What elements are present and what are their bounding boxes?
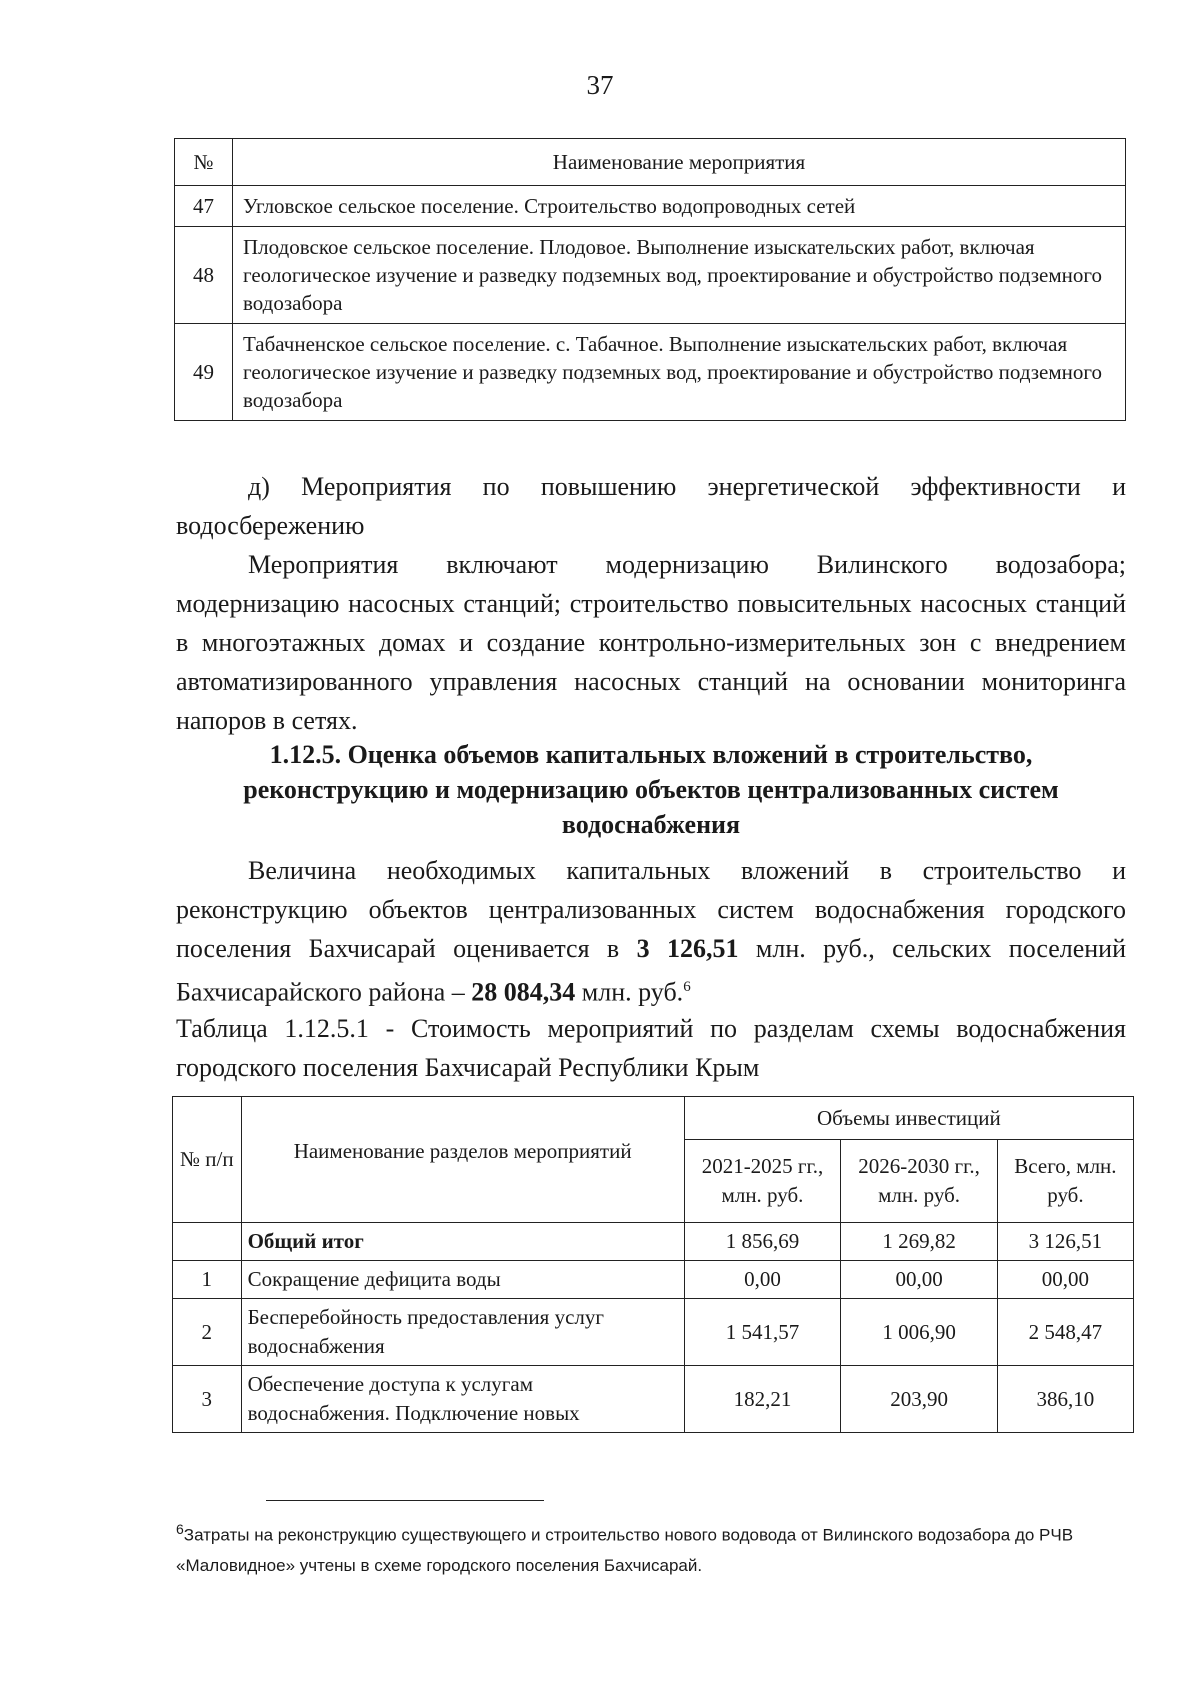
row-number: 2: [173, 1299, 242, 1366]
row-text: Угловское сельское поселение. Строительство водопроводных сетей: [233, 186, 1126, 227]
investment-text-3: млн. руб.: [575, 977, 684, 1007]
row-text: Плодовское сельское поселение. Плодовое. Выполнение изыскательских работ, включая геологическое изучение и разведку подземных вод, проектирование и обустройство подземного водозабора: [233, 227, 1126, 324]
column-header-name: Наименование мероприятия: [233, 139, 1126, 186]
row-number: 1: [173, 1261, 242, 1299]
row-name: Бесперебойность предоставления услуг водоснабжения: [241, 1299, 684, 1366]
row-value-total: 386,10: [997, 1366, 1133, 1433]
row-value-2021-2025: 1 856,69: [684, 1223, 841, 1261]
column-header-total: Всего, млн. руб.: [997, 1140, 1133, 1223]
value-city: 3 126,51: [636, 934, 739, 963]
table-row: [173, 1299, 1134, 1366]
row-name: Сокращение дефицита воды: [241, 1261, 684, 1299]
footnote-text: Затраты на реконструкцию существующего и строительство нового водовода от Вилинского водозабора до РЧВ «Маловидное» учтены в схеме городского поселения Бахчисарай.: [176, 1525, 1074, 1575]
footnote: [176, 1514, 1136, 1581]
row-value-2021-2025: 0,00: [684, 1261, 841, 1299]
investment-paragraph: [176, 851, 1126, 1012]
row-name: Обеспечение доступа к услугам водоснабжения. Подключение новых: [241, 1366, 684, 1433]
column-header-2026-2030: 2026-2030 гг., млн. руб.: [841, 1140, 998, 1223]
row-value-2026-2030: 1 006,90: [841, 1299, 998, 1366]
row-number: 3: [173, 1366, 242, 1433]
row-value-total: 00,00: [997, 1261, 1133, 1299]
measures-table: [174, 138, 1126, 421]
table-row: [175, 227, 1126, 324]
table-row: [173, 1261, 1134, 1299]
row-number: 47: [175, 186, 233, 227]
row-value-2026-2030: 203,90: [841, 1366, 998, 1433]
page-number: 37: [586, 70, 614, 100]
table-row: [175, 324, 1126, 421]
row-name: Общий итог: [241, 1223, 684, 1261]
section-d-text: Мероприятия включают модернизацию Вилинского водозабора; модернизацию насосных станций; строительство повысительных насосных станций в многоэтажных домах и создание контрольно-измерительных зон с внедрением автоматизированного управления насосных станций на основании мониторинга напоров в сетях.: [176, 550, 1126, 735]
row-value-2021-2025: 182,21: [684, 1366, 841, 1433]
table-row: [175, 186, 1126, 227]
table-row: [173, 1366, 1134, 1433]
row-value-2026-2030: 00,00: [841, 1261, 998, 1299]
table-header-row: [173, 1097, 1134, 1140]
footnote-ref: 6: [683, 979, 691, 995]
table-caption: Таблица 1.12.5.1 - Стоимость мероприятий по разделам схемы водоснабжения городского поселения Бахчисарай Республики Крым: [176, 1014, 1126, 1082]
section-d-title: д) Мероприятия по повышению энергетической эффективности и водосбережению: [176, 472, 1126, 540]
row-value-total: 3 126,51: [997, 1223, 1133, 1261]
investment-text-1: Величина необходимых капитальных вложений в строительство и реконструкцию объектов централизованных систем водоснабжения городского поселения Бахчисарай оценивается в: [176, 856, 1126, 963]
table-row-total: [173, 1223, 1134, 1261]
row-value-2021-2025: 1 541,57: [684, 1299, 841, 1366]
column-header-2021-2025: 2021-2025 гг., млн. руб.: [684, 1140, 841, 1223]
row-text: Табачненское сельское поселение. с. Табачное. Выполнение изыскательских работ, включая геологическое изучение и разведку подземных вод, проектирование и обустройство подземного водозабора: [233, 324, 1126, 421]
section-heading: 1.12.5. Оценка объемов капитальных вложений в строительство, реконструкцию и модернизацию объектов централизованных систем водоснабжения: [243, 740, 1059, 839]
investment-text-2: млн. руб., сельских поселений Бахчисарайского района –: [176, 934, 1127, 1007]
column-header-group: Объемы инвестиций: [684, 1097, 1133, 1140]
column-header-name: Наименование разделов мероприятий: [241, 1097, 684, 1223]
investment-table: [172, 1096, 1134, 1433]
table-header-row: [175, 139, 1126, 186]
row-number: [173, 1223, 242, 1261]
row-number: 49: [175, 324, 233, 421]
row-value-2026-2030: 1 269,82: [841, 1223, 998, 1261]
column-header-num: №: [175, 139, 233, 186]
footnote-separator: [266, 1500, 544, 1501]
footnote-number: 6: [176, 1521, 184, 1537]
column-header-num: № п/п: [173, 1097, 242, 1223]
value-rural: 28 084,34: [471, 977, 576, 1007]
row-value-total: 2 548,47: [997, 1299, 1133, 1366]
row-number: 48: [175, 227, 233, 324]
